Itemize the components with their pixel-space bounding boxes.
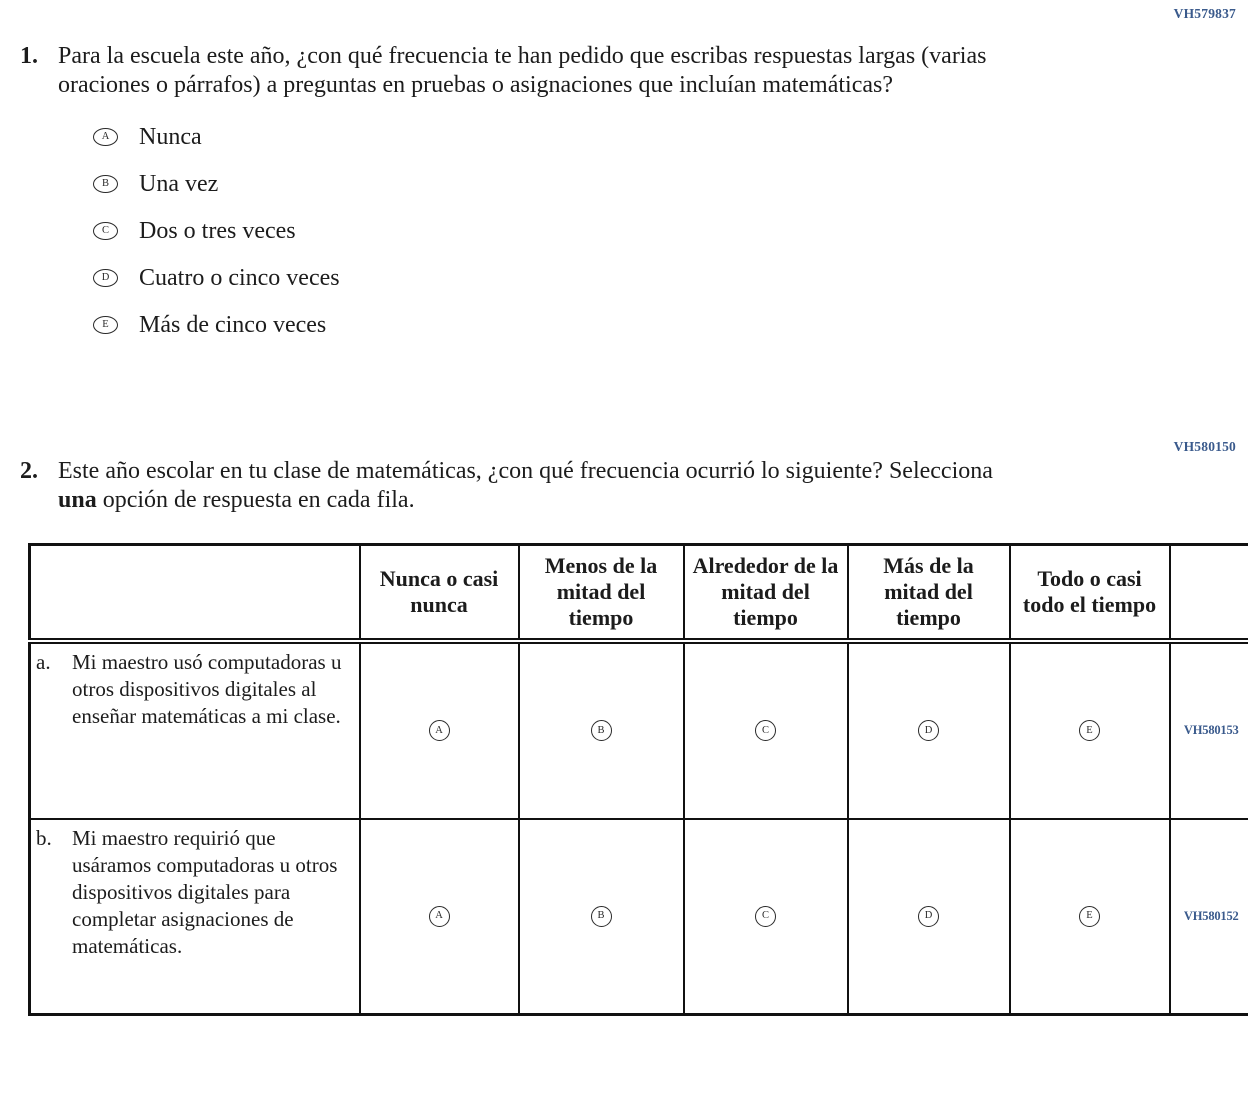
q1-option-d — [93, 264, 1248, 291]
header-alrededor-de-la-mitad: Alrededor de la mitad del tiempo — [684, 545, 848, 641]
row-b-choice-d-bubble[interactable] — [918, 906, 939, 927]
row-b-letter: b. — [36, 825, 52, 850]
question-2-stem — [20, 457, 1248, 515]
q1-option-a-bubble-letter: A — [101, 130, 110, 142]
question-2-response-table — [28, 543, 1248, 1016]
row-b-choice-b-cell — [519, 819, 684, 1015]
item-code-q1: VH579837 — [1173, 6, 1236, 21]
question-1-text: Para la escuela este año, ¿con qué frecuencia te han pedido que escribas respuestas largas (varias oraciones o párrafos) a preguntas en pruebas o asignaciones que incluían matemáticas? — [58, 43, 987, 98]
row-b-statement: Mi maestro requirió que usáramos computadoras u otros dispositivos digitales para completar asignaciones de matemáticas. — [72, 825, 338, 958]
row-a-choice-d-bubble[interactable] — [918, 720, 939, 741]
item-code-q2: VH580150 — [1173, 439, 1236, 454]
q1-option-b-label: Una vez — [139, 170, 219, 197]
q1-option-c-bubble-letter: C — [101, 224, 109, 236]
row-b-item-code: VH580152 — [1170, 819, 1248, 1015]
header-nunca-o-casi-nunca: Nunca o casi nunca — [360, 545, 519, 641]
q1-option-e-bubble[interactable] — [93, 316, 118, 334]
q1-option-d-label: Cuatro o cinco veces — [139, 264, 340, 291]
row-b-statement-cell — [30, 819, 360, 1015]
question-2-number: 2. — [20, 458, 38, 484]
question-2-text-before: Este año escolar en tu clase de matemáticas, ¿con qué frecuencia ocurrió lo siguiente? Selecciona — [58, 458, 993, 484]
question-1-stem — [20, 42, 1248, 100]
header-menos-de-la-mitad: Menos de la mitad del tiempo — [519, 545, 684, 641]
row-b-choice-e-cell — [1010, 819, 1170, 1015]
q1-option-b — [93, 170, 1248, 197]
q1-option-c-label: Dos o tres veces — [139, 217, 296, 244]
row-a-choice-b-cell — [519, 641, 684, 819]
row-a-choice-d-cell — [848, 641, 1010, 819]
row-a-item-code: VH580153 — [1170, 641, 1248, 819]
question-1 — [20, 42, 1248, 338]
q1-option-e — [93, 311, 1248, 338]
header-todo-o-casi-todo: Todo o casi todo el tiempo — [1010, 545, 1170, 641]
table-header-row — [30, 545, 1248, 641]
row-b-choice-e-letter: E — [1086, 910, 1093, 922]
q1-option-d-bubble[interactable] — [93, 269, 118, 287]
row-a-choice-a-letter: A — [435, 724, 443, 736]
row-a-choice-a-bubble[interactable] — [429, 720, 450, 741]
row-a-choice-c-letter: C — [761, 724, 769, 736]
row-b-choice-b-bubble[interactable] — [591, 906, 612, 927]
q1-option-d-bubble-letter: D — [101, 271, 110, 283]
row-b-choice-a-cell — [360, 819, 519, 1015]
row-a-choice-d-letter: D — [924, 724, 933, 736]
q1-option-e-bubble-letter: E — [102, 318, 109, 330]
row-b-choice-c-cell — [684, 819, 848, 1015]
row-a-choice-e-cell — [1010, 641, 1170, 819]
q1-option-b-bubble[interactable] — [93, 175, 118, 193]
row-b-choice-c-bubble[interactable] — [755, 906, 776, 927]
row-a-choice-a-cell — [360, 641, 519, 819]
row-a-choice-b-bubble[interactable] — [591, 720, 612, 741]
row-a-statement: Mi maestro usó computadoras u otros dispositivos digitales al enseñar matemáticas a mi clase. — [72, 649, 342, 728]
q1-option-a-bubble[interactable] — [93, 128, 118, 146]
row-a-choice-c-bubble[interactable] — [755, 720, 776, 741]
question-2 — [20, 457, 1248, 1016]
row-b-choice-d-letter: D — [924, 910, 933, 922]
q1-option-c — [93, 217, 1248, 244]
header-mas-de-la-mitad: Más de la mitad del tiempo — [848, 545, 1010, 641]
table-row-a — [30, 641, 1248, 819]
q1-option-b-bubble-letter: B — [101, 177, 109, 189]
q1-option-c-bubble[interactable] — [93, 222, 118, 240]
question-2-text-after: opción de respuesta en cada fila. — [96, 487, 415, 513]
question-1-options — [93, 123, 1248, 338]
row-a-choice-e-bubble[interactable] — [1079, 720, 1100, 741]
question-2-text — [58, 457, 1008, 515]
row-a-choice-b-letter: B — [597, 724, 605, 736]
q1-option-a-label: Nunca — [139, 123, 202, 150]
row-a-letter: a. — [36, 649, 51, 674]
row-a-statement-cell — [30, 641, 360, 819]
row-b-choice-e-bubble[interactable] — [1079, 906, 1100, 927]
q1-option-e-label: Más de cinco veces — [139, 311, 327, 338]
question-1-number: 1. — [20, 43, 38, 69]
row-a-choice-c-cell — [684, 641, 848, 819]
q1-option-a — [93, 123, 1248, 150]
row-b-choice-c-letter: C — [761, 910, 769, 922]
header-empty-statement — [30, 545, 360, 641]
row-b-choice-a-bubble[interactable] — [429, 906, 450, 927]
row-b-choice-d-cell — [848, 819, 1010, 1015]
row-a-choice-e-letter: E — [1086, 724, 1093, 736]
row-b-choice-b-letter: B — [597, 910, 605, 922]
header-empty-code — [1170, 545, 1248, 641]
row-b-choice-a-letter: A — [435, 910, 443, 922]
table-row-b — [30, 819, 1248, 1015]
question-2-text-bold: una — [58, 487, 97, 513]
